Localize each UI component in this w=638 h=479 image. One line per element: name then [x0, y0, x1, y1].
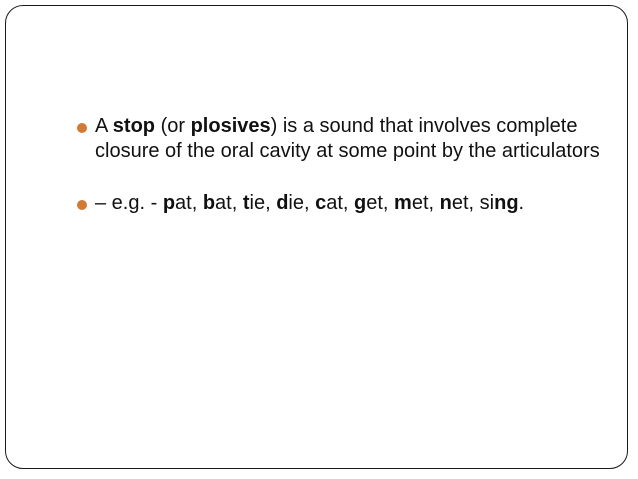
bold-letter: p [162, 192, 176, 214]
bold-letter: d [276, 192, 289, 214]
bullet-item-stop-definition [77, 114, 617, 164]
text-segment: at, [175, 192, 203, 214]
bold-letter: m [394, 192, 412, 214]
text-segment: – e.g. - [95, 192, 163, 214]
bold-letter: g [354, 192, 367, 214]
text-segment: at, [326, 192, 355, 214]
bold-term-plosives: plosives [190, 115, 271, 137]
bold-letter: c [315, 192, 327, 214]
bold-letter: n [439, 192, 452, 214]
bullet-dot-icon [77, 200, 87, 210]
text-segment: et, [366, 192, 395, 214]
bold-term-stop: stop [112, 115, 156, 137]
bullet-item-examples [77, 191, 617, 216]
slide-frame [5, 5, 628, 469]
text-segment: ) is a sound that involves complete closure of the oral cavity at some point by the articulators [95, 115, 600, 162]
bold-letter: t [242, 192, 250, 214]
bullet-list [77, 114, 617, 216]
text-segment: et, si [451, 192, 495, 214]
bold-letter: ng [494, 192, 519, 214]
text-segment: at, [215, 192, 243, 214]
text-segment: . [518, 192, 525, 214]
text-segment: ie, [249, 192, 277, 214]
text-segment: et, [411, 192, 440, 214]
bullet-dot-icon [77, 123, 87, 133]
text-segment: A [95, 115, 113, 137]
text-segment: ie, [288, 192, 316, 214]
bold-letter: b [202, 192, 216, 214]
text-segment: (or [155, 115, 191, 137]
